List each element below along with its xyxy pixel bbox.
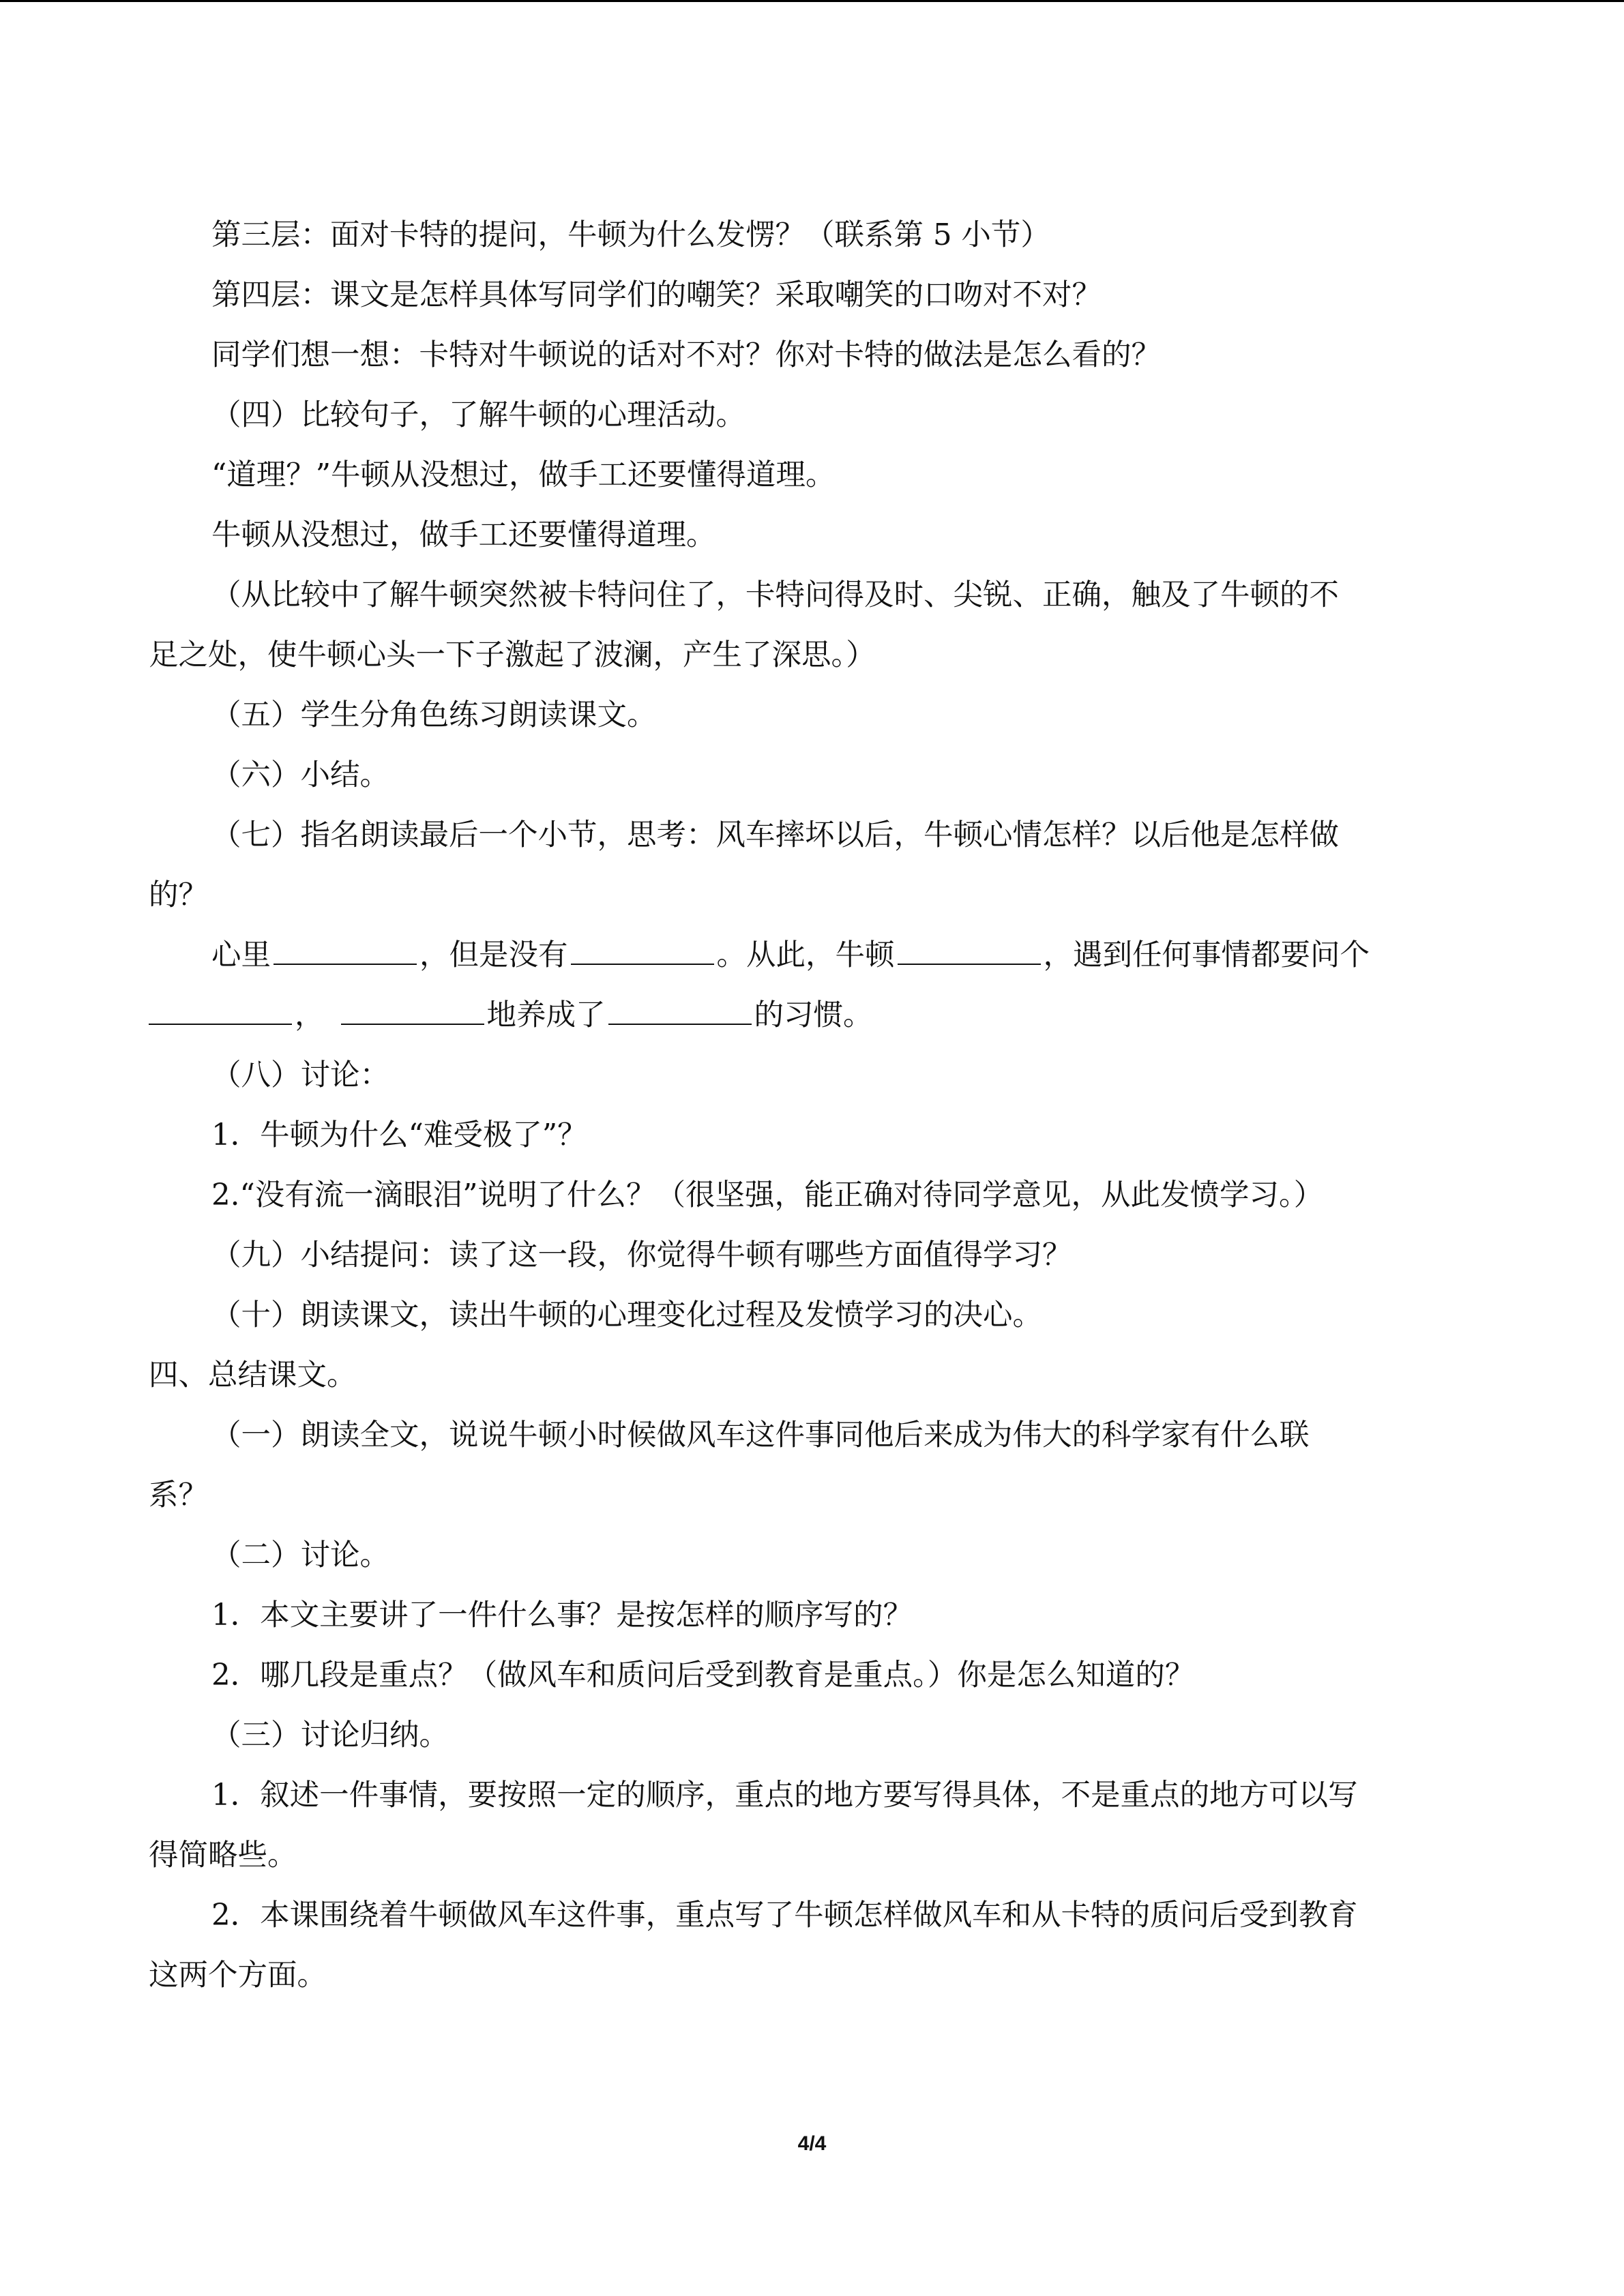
fill-in-line-2 xyxy=(149,985,1475,1045)
fill-in-line-1 xyxy=(149,925,1538,985)
text-line: 牛顿从没想过，做手工还要懂得道理。 xyxy=(211,518,716,552)
fill-text: 地养成了 xyxy=(486,998,606,1032)
text-line: 1．叙述一件事情，要按照一定的顺序，重点的地方要写得具体，不是重点的地方可以写 xyxy=(211,1778,1358,1813)
fill-blank xyxy=(608,996,752,1025)
fill-text: 心里 xyxy=(211,938,271,972)
text-line: （十）朗读课文，读出牛顿的心理变化过程及发愤学习的决心。 xyxy=(211,1298,1042,1332)
fill-blank xyxy=(274,936,417,965)
fill-blank xyxy=(571,936,714,965)
fill-blank xyxy=(341,996,484,1025)
text-line: （七）指名朗读最后一个小节，思考：风车摔坏以后，牛顿心情怎样？以后他是怎样做 xyxy=(211,818,1339,852)
page-number: 4/4 xyxy=(797,2132,827,2155)
text-line: 1．牛顿为什么“难受极了”？ xyxy=(211,1118,587,1152)
text-line: （三）讨论归纳。 xyxy=(211,1718,449,1753)
text-line: （二）讨论。 xyxy=(211,1538,389,1572)
text-line: “道理？”牛顿从没想过，做手工还要懂得道理。 xyxy=(211,458,836,492)
fill-text: ， xyxy=(295,998,325,1032)
fill-text: ，遇到任何事情都要问个 xyxy=(1043,938,1370,972)
text-line: 2．本课围绕着牛顿做风车这件事，重点写了牛顿怎样做风车和从卡特的质问后受到教育 xyxy=(211,1898,1358,1933)
fill-text: 的习惯。 xyxy=(754,998,873,1032)
fill-text: ，但是没有 xyxy=(419,938,568,972)
text-line: 2.“没有流一滴眼泪”说明了什么？（很坚强，能正确对待同学意见，从此发愤学习。） xyxy=(211,1178,1324,1212)
text-line: 第四层：课文是怎样具体写同学们的嘲笑？采取嘲笑的口吻对不对？ xyxy=(211,278,1102,312)
text-line: 的？ xyxy=(149,878,208,912)
text-line: （从比较中了解牛顿突然被卡特问住了，卡特问得及时、尖锐、正确，触及了牛顿的不 xyxy=(211,578,1339,612)
text-line: （五）学生分角色练习朗读课文。 xyxy=(211,698,657,732)
text-line: 2．哪几段是重点？（做风车和质问后受到教育是重点。）你是怎么知道的？ xyxy=(211,1658,1195,1693)
fill-blank xyxy=(898,936,1041,965)
text-line: （一）朗读全文，说说牛顿小时候做风车这件事同他后来成为伟大的科学家有什么联 xyxy=(211,1418,1310,1452)
text-line: 系？ xyxy=(149,1478,208,1512)
fill-text: 。从此，牛顿 xyxy=(716,938,895,972)
text-line: 1．本文主要讲了一件什么事？是按怎样的顺序写的？ xyxy=(211,1598,913,1632)
section-heading: 四、总结课文。 xyxy=(149,1358,357,1392)
text-line: 足之处，使牛顿心头一下子激起了波澜，产生了深思。） xyxy=(149,638,876,672)
text-line: （八）讨论： xyxy=(211,1058,389,1092)
top-border-line xyxy=(0,0,1624,2)
text-line: （六）小结。 xyxy=(211,758,389,792)
text-line: （九）小结提问：读了这一段，你觉得牛顿有哪些方面值得学习？ xyxy=(211,1238,1072,1272)
text-line: 这两个方面。 xyxy=(149,1958,327,1993)
text-line: （四）比较句子，了解牛顿的心理活动。 xyxy=(211,398,745,432)
text-line: 第三层：面对卡特的提问，牛顿为什么发愣？（联系第 5 小节） xyxy=(211,218,1050,252)
text-line: 同学们想一想：卡特对牛顿说的话对不对？你对卡特的做法是怎么看的？ xyxy=(211,338,1161,372)
fill-blank xyxy=(149,996,292,1025)
text-line: 得简略些。 xyxy=(149,1838,297,1873)
